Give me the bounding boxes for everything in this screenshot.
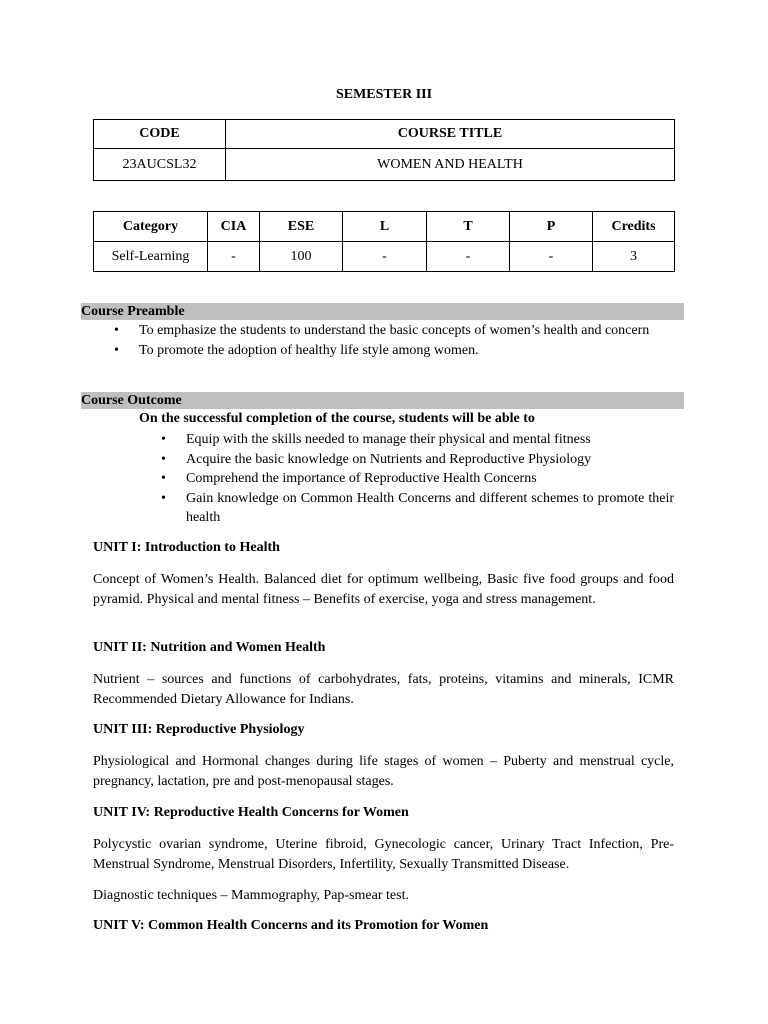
unit-3-text: Physiological and Hormonal changes during life stages of women – Puberty and menstrual cycle, pregnancy, lactation, pre and post-menopausal stages. — [93, 754, 674, 789]
unit-5-heading: UNIT V: Common Health Concerns and its Promotion for Women — [93, 918, 489, 933]
preamble-list — [139, 321, 674, 360]
list-item: • Comprehend the importance of Reproductive Health Concerns — [186, 469, 674, 489]
p-header: P — [510, 212, 593, 242]
credits-header: Credits — [593, 212, 675, 242]
t-cell: - — [427, 242, 510, 272]
l-header: L — [343, 212, 427, 242]
category-cell: Self-Learning — [94, 242, 208, 272]
p-cell: - — [510, 242, 593, 272]
unit-4-heading: UNIT IV: Reproductive Health Concerns for Women — [93, 805, 409, 820]
course-table-row — [94, 149, 675, 181]
course-table — [93, 119, 675, 181]
unit-2-heading: UNIT II: Nutrition and Women Health — [93, 640, 326, 655]
credits-cell: 3 — [593, 242, 675, 272]
unit-2-text: Nutrient – sources and functions of carbohydrates, fats, proteins, vitamins and minerals, ICMR Recommended Dietary Allowance for Indians. — [93, 672, 674, 707]
list-item: • To emphasize the students to understand the basic concepts of women’s health and concern — [139, 321, 674, 341]
l-cell: - — [343, 242, 427, 272]
course-code: 23AUCSL32 — [94, 149, 226, 181]
unit-4-diagnostics-text: Diagnostic techniques – Mammography, Pap-smear test. — [93, 888, 409, 903]
category-header: Category — [94, 212, 208, 242]
course-preamble-heading: Course Preamble — [81, 303, 684, 320]
unit-4-text: Polycystic ovarian syndrome, Uterine fibroid, Gynecologic cancer, Urinary Tract Infection, Pre-Menstrual Syndrome, Menstrual Disorders, Infertility, Sexually Transmitted Disease. — [93, 837, 674, 872]
semester-title: SEMESTER III — [335, 87, 433, 102]
list-item: • To promote the adoption of healthy life style among women. — [139, 341, 674, 361]
list-item: • Equip with the skills needed to manage their physical and mental fitness — [186, 430, 674, 450]
unit-3-heading: UNIT III: Reproductive Physiology — [93, 722, 305, 737]
course-title: WOMEN AND HEALTH — [226, 149, 675, 181]
credit-table-header-row — [94, 212, 675, 242]
t-header: T — [427, 212, 510, 242]
cia-header: CIA — [208, 212, 260, 242]
course-table-header-row — [94, 120, 675, 149]
list-item: • Acquire the basic knowledge on Nutrients and Reproductive Physiology — [186, 450, 674, 470]
ese-cell: 100 — [260, 242, 343, 272]
unit-1-heading: UNIT I: Introduction to Health — [93, 540, 280, 555]
course-title-header: COURSE TITLE — [226, 120, 675, 149]
outcome-lead: On the successful completion of the course, students will be able to — [139, 411, 535, 426]
unit-1-text: Concept of Women’s Health. Balanced diet for optimum wellbeing, Basic five food groups and food pyramid. Physical and mental fitness – Benefits of exercise, yoga and stress management. — [93, 572, 674, 607]
course-outcome-heading: Course Outcome — [81, 392, 684, 409]
cia-cell: - — [208, 242, 260, 272]
credit-table-row — [94, 242, 675, 272]
code-header: CODE — [94, 120, 226, 149]
ese-header: ESE — [260, 212, 343, 242]
list-item: • Gain knowledge on Common Health Concerns and different schemes to promote their health — [186, 489, 674, 528]
outcome-list — [186, 430, 674, 528]
credit-table — [93, 211, 675, 272]
